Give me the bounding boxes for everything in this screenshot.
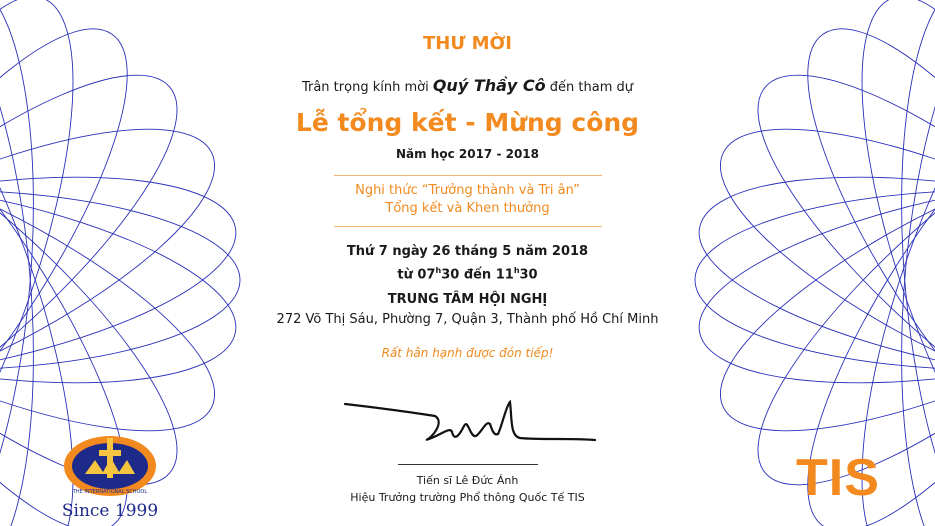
time-from-sup: h: [435, 266, 442, 275]
signature-line: [398, 464, 538, 465]
venue-address: 272 Võ Thị Sáu, Phường 7, Quận 3, Thành phố Hồ Chí Minh: [276, 312, 659, 327]
invite-line: [200, 76, 735, 95]
ceremony-line-2: Tổng kết và Khen thưởng: [385, 201, 550, 216]
event-name: Lễ tổng kết - Mừng công: [295, 108, 640, 137]
ceremony-line-1: Nghi thức “Trưởng thành và Tri ân”: [355, 183, 580, 198]
tis-brand-mark: TIS: [796, 449, 880, 507]
logo-ring-text: THE INTERNATIONAL SCHOOL: [72, 489, 148, 495]
signature-image: [340, 396, 600, 456]
school-year: Năm học 2017 - 2018: [395, 147, 540, 161]
invite-prefix: Trân trọng kính mời: [301, 80, 429, 95]
venue-name: TRUNG TÂM HỘI NGHỊ: [387, 292, 548, 307]
invitation-title: THƯ MỜI: [423, 33, 512, 54]
signer-title: Hiệu Trưởng trường Phổ thông Quốc Tế TIS: [350, 491, 585, 504]
date-block: [200, 242, 735, 284]
invite-suffix: đến tham dự: [549, 80, 634, 95]
time-from-min: 30: [441, 267, 460, 283]
date-line: Thứ 7 ngày 26 tháng 5 năm 2018: [346, 244, 589, 259]
divider-bottom: [334, 226, 602, 227]
divider-top: [334, 175, 602, 176]
logo-since: Since 1999: [61, 501, 159, 521]
school-logo: [55, 430, 165, 524]
time-line: [200, 261, 735, 284]
signer-name: Tiến sĩ Lê Đức Ánh: [416, 474, 519, 487]
time-to-min: 30: [519, 267, 538, 283]
time-from-label: từ 07: [397, 267, 436, 283]
invite-guest: Quý Thầy Cô: [432, 76, 546, 95]
welcome-message: Rất hân hạnh được đón tiếp!: [381, 346, 554, 360]
ceremony-block: [200, 182, 735, 218]
time-to-sup: h: [513, 266, 520, 275]
time-to-label: đến 11: [463, 267, 514, 283]
venue-block: [200, 290, 735, 330]
